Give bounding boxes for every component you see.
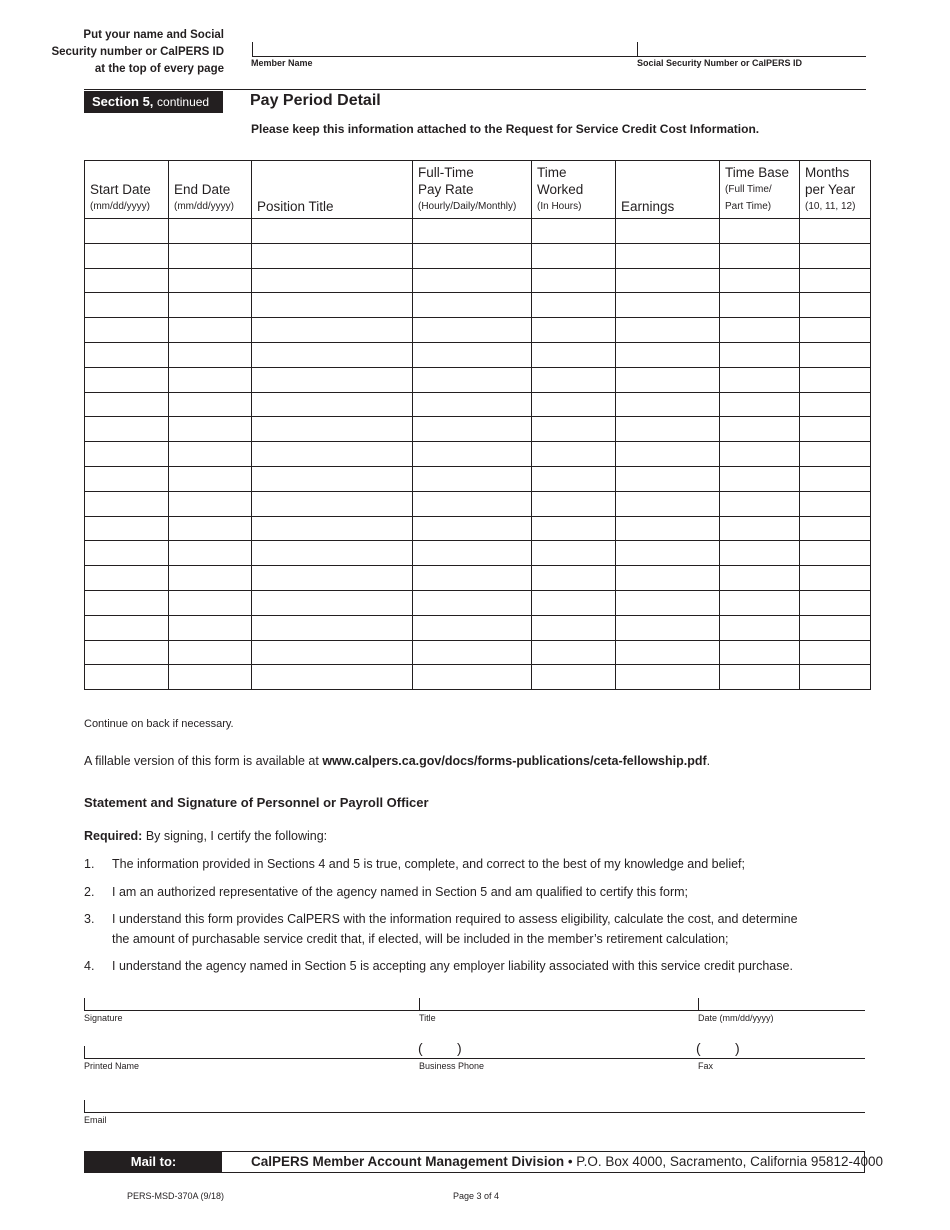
cell-months-per-year[interactable]	[800, 516, 871, 541]
cell-end-date[interactable]	[169, 466, 252, 491]
cell-pay-rate[interactable]	[413, 392, 532, 417]
cell-earnings[interactable]	[616, 541, 720, 566]
cell-position-title[interactable]	[252, 243, 413, 268]
col-start-date	[85, 161, 169, 219]
col-pay-rate-l2: Pay Rate	[418, 182, 474, 197]
mail-to-label: Mail to:	[85, 1152, 222, 1172]
pay-table-body	[85, 219, 871, 690]
col-time-base-sub2: Part Time)	[725, 201, 772, 212]
cell-time-base[interactable]	[720, 342, 800, 367]
cell-time-base[interactable]	[720, 417, 800, 442]
cell-earnings[interactable]	[616, 417, 720, 442]
cell-start-date[interactable]	[85, 491, 169, 516]
col-end-date	[169, 161, 252, 219]
email-tick	[84, 1100, 85, 1113]
cell-position-title[interactable]	[252, 219, 413, 244]
table-row	[85, 615, 871, 640]
table-row	[85, 516, 871, 541]
cell-start-date[interactable]	[85, 665, 169, 690]
cell-earnings[interactable]	[616, 392, 720, 417]
printed-name-caption: Printed Name	[84, 1061, 140, 1071]
cell-position-title[interactable]	[252, 541, 413, 566]
cell-end-date[interactable]	[169, 417, 252, 442]
cell-pay-rate[interactable]	[413, 293, 532, 318]
cell-time-base[interactable]	[720, 665, 800, 690]
col-time-base-sub1: (Full Time/	[725, 184, 772, 195]
col-time-worked-sub: (In Hours)	[537, 201, 582, 212]
signature-tick	[84, 998, 85, 1011]
item-1-number: 1.	[84, 857, 95, 871]
cell-start-date[interactable]	[85, 342, 169, 367]
cell-position-title[interactable]	[252, 293, 413, 318]
cell-months-per-year[interactable]	[800, 590, 871, 615]
mail-org: CalPERS Member Account Management Division	[251, 1154, 565, 1169]
statement-item-1	[84, 854, 745, 874]
cell-time-worked[interactable]	[532, 566, 616, 591]
cell-position-title[interactable]	[252, 342, 413, 367]
cell-time-base[interactable]	[720, 392, 800, 417]
cell-time-worked[interactable]	[532, 417, 616, 442]
cell-time-worked[interactable]	[532, 392, 616, 417]
cell-start-date[interactable]	[85, 442, 169, 467]
cell-time-base[interactable]	[720, 243, 800, 268]
cell-earnings[interactable]	[616, 367, 720, 392]
table-row	[85, 566, 871, 591]
cell-start-date[interactable]	[85, 516, 169, 541]
col-pay-rate-sub: (Hourly/Daily/Monthly)	[418, 201, 517, 212]
statement-item-2	[84, 882, 688, 902]
top-note-line-3: at the top of every page	[94, 63, 224, 75]
cell-earnings[interactable]	[616, 466, 720, 491]
item-3-number: 3.	[84, 912, 95, 926]
cell-end-date[interactable]	[169, 615, 252, 640]
email-field[interactable]	[84, 1100, 865, 1113]
cell-pay-rate[interactable]	[413, 640, 532, 665]
item-1-text: The information provided in Sections 4 and 5 is true, complete, and correct to the best of my knowledge and belief;	[112, 857, 745, 871]
cell-pay-rate[interactable]	[413, 590, 532, 615]
cell-start-date[interactable]	[85, 219, 169, 244]
table-header-row	[85, 161, 871, 219]
item-3-text: I understand this form provides CalPERS with the information required to assess eligibility, calculate the cost, and determine	[112, 912, 798, 926]
fillable-prefix: A fillable version of this form is available at	[84, 754, 323, 768]
cell-position-title[interactable]	[252, 318, 413, 343]
fax-caption: Fax	[698, 1061, 714, 1071]
section-title: Pay Period Detail	[250, 92, 381, 109]
cell-end-date[interactable]	[169, 566, 252, 591]
cell-time-base[interactable]	[720, 442, 800, 467]
required-line	[84, 829, 327, 843]
cell-months-per-year[interactable]	[800, 318, 871, 343]
cell-months-per-year[interactable]	[800, 615, 871, 640]
cell-time-base[interactable]	[720, 293, 800, 318]
cell-earnings[interactable]	[616, 566, 720, 591]
phone-paren-close: )	[457, 1040, 462, 1056]
cell-start-date[interactable]	[85, 367, 169, 392]
cell-time-worked[interactable]	[532, 491, 616, 516]
cell-time-worked[interactable]	[532, 268, 616, 293]
cell-position-title[interactable]	[252, 442, 413, 467]
col-time-worked	[532, 161, 616, 219]
cell-position-title[interactable]	[252, 640, 413, 665]
cell-months-per-year[interactable]	[800, 566, 871, 591]
cell-end-date[interactable]	[169, 516, 252, 541]
fillable-note	[84, 754, 710, 768]
cell-months-per-year[interactable]	[800, 541, 871, 566]
cell-end-date[interactable]	[169, 392, 252, 417]
title-tick	[419, 998, 420, 1011]
cell-months-per-year[interactable]	[800, 293, 871, 318]
mail-address-text: • P.O. Box 4000, Sacramento, California 95812-4000	[564, 1154, 884, 1169]
table-row	[85, 665, 871, 690]
cell-earnings[interactable]	[616, 268, 720, 293]
cell-pay-rate[interactable]	[413, 417, 532, 442]
cell-time-base[interactable]	[720, 367, 800, 392]
cell-time-worked[interactable]	[532, 541, 616, 566]
cell-earnings[interactable]	[616, 590, 720, 615]
title-caption: Title	[419, 1013, 436, 1023]
col-time-worked-l1: Time	[537, 165, 567, 180]
col-months-per-year	[800, 161, 871, 219]
email-caption: Email	[84, 1115, 107, 1125]
cell-end-date[interactable]	[169, 442, 252, 467]
cell-earnings[interactable]	[616, 665, 720, 690]
cell-time-base[interactable]	[720, 516, 800, 541]
signature-caption: Signature	[84, 1013, 123, 1023]
fax-paren-close: )	[735, 1040, 740, 1056]
cell-earnings[interactable]	[616, 318, 720, 343]
cell-start-date[interactable]	[85, 466, 169, 491]
cell-position-title[interactable]	[252, 491, 413, 516]
member-name-caption: Member Name	[251, 58, 313, 68]
cell-pay-rate[interactable]	[413, 219, 532, 244]
signature-field[interactable]	[84, 998, 865, 1011]
top-note-line-2: Security number or CalPERS ID	[51, 46, 224, 58]
cell-months-per-year[interactable]	[800, 466, 871, 491]
col-time-base-l1: Time Base	[725, 165, 790, 180]
table-row	[85, 318, 871, 343]
top-note-line-1: Put your name and Social	[83, 29, 224, 41]
cell-time-base[interactable]	[720, 640, 800, 665]
cell-time-base[interactable]	[720, 466, 800, 491]
page-number: Page 3 of 4	[453, 1191, 500, 1201]
cell-end-date[interactable]	[169, 590, 252, 615]
statement-item-4	[84, 956, 793, 976]
cell-months-per-year[interactable]	[800, 442, 871, 467]
cell-position-title[interactable]	[252, 466, 413, 491]
cell-time-worked[interactable]	[532, 367, 616, 392]
fillable-suffix: .	[706, 754, 711, 768]
cell-earnings[interactable]	[616, 442, 720, 467]
table-row	[85, 640, 871, 665]
cell-time-worked[interactable]	[532, 293, 616, 318]
cell-months-per-year[interactable]	[800, 342, 871, 367]
cell-months-per-year[interactable]	[800, 491, 871, 516]
item-2-number: 2.	[84, 885, 95, 899]
item-4-text: I understand the agency named in Section 5 is accepting any employer liability associated with this service credit purchase.	[112, 959, 793, 973]
cell-pay-rate[interactable]	[413, 442, 532, 467]
date-tick	[698, 998, 699, 1011]
cell-position-title[interactable]	[252, 367, 413, 392]
date-caption: Date (mm/dd/yyyy)	[698, 1013, 774, 1023]
statement-heading: Statement and Signature of Personnel or Payroll Officer	[84, 795, 429, 810]
cell-time-worked[interactable]	[532, 442, 616, 467]
col-position-title	[252, 161, 413, 219]
cell-position-title[interactable]	[252, 516, 413, 541]
ssn-tick	[637, 42, 638, 57]
cell-time-worked[interactable]	[532, 318, 616, 343]
required-text: By signing, I certify the following:	[142, 829, 328, 843]
cell-earnings[interactable]	[616, 491, 720, 516]
cell-start-date[interactable]	[85, 640, 169, 665]
table-row	[85, 342, 871, 367]
cell-position-title[interactable]	[252, 268, 413, 293]
cell-pay-rate[interactable]	[413, 541, 532, 566]
cell-position-title[interactable]	[252, 392, 413, 417]
cell-pay-rate[interactable]	[413, 243, 532, 268]
table-row	[85, 392, 871, 417]
member-name-tick	[252, 42, 253, 57]
cell-end-date[interactable]	[169, 219, 252, 244]
cell-position-title[interactable]	[252, 566, 413, 591]
item-3-text-cont: the amount of purchasable service credit that, if elected, will be included in the member’s retirement calculation;	[112, 932, 729, 946]
cell-start-date[interactable]	[85, 590, 169, 615]
cell-end-date[interactable]	[169, 243, 252, 268]
printed-name-field[interactable]	[84, 1046, 865, 1059]
col-time-base	[720, 161, 800, 219]
cell-time-base[interactable]	[720, 318, 800, 343]
col-earnings-label: Earnings	[621, 199, 675, 214]
business-phone-caption: Business Phone	[419, 1061, 485, 1071]
table-row	[85, 466, 871, 491]
cell-time-worked[interactable]	[532, 466, 616, 491]
cell-pay-rate[interactable]	[413, 516, 532, 541]
cell-time-base[interactable]	[720, 566, 800, 591]
cell-start-date[interactable]	[85, 318, 169, 343]
section-number: Section 5,	[92, 94, 154, 109]
col-start-date-label: Start Date	[90, 182, 151, 197]
cell-pay-rate[interactable]	[413, 268, 532, 293]
col-earnings	[616, 161, 720, 219]
col-months-l2: per Year	[805, 182, 856, 197]
fax-paren-open: (	[696, 1040, 701, 1056]
phone-paren-open: (	[418, 1040, 423, 1056]
item-4-number: 4.	[84, 959, 95, 973]
top-instructions	[40, 27, 224, 78]
table-row	[85, 243, 871, 268]
cell-months-per-year[interactable]	[800, 640, 871, 665]
cell-position-title[interactable]	[252, 590, 413, 615]
cell-pay-rate[interactable]	[413, 466, 532, 491]
cell-time-base[interactable]	[720, 541, 800, 566]
table-row	[85, 417, 871, 442]
cell-time-worked[interactable]	[532, 243, 616, 268]
required-label: Required:	[84, 829, 143, 843]
cell-months-per-year[interactable]	[800, 268, 871, 293]
table-row	[85, 590, 871, 615]
cell-time-base[interactable]	[720, 590, 800, 615]
col-time-worked-l2: Worked	[537, 182, 584, 197]
pay-period-table	[84, 160, 871, 690]
table-row	[85, 442, 871, 467]
cell-months-per-year[interactable]	[800, 417, 871, 442]
cell-end-date[interactable]	[169, 342, 252, 367]
cell-start-date[interactable]	[85, 243, 169, 268]
cell-end-date[interactable]	[169, 318, 252, 343]
form-id: PERS-MSD-370A (9/18)	[127, 1191, 225, 1201]
table-row	[85, 293, 871, 318]
cell-start-date[interactable]	[85, 392, 169, 417]
cell-pay-rate[interactable]	[413, 566, 532, 591]
cell-start-date[interactable]	[85, 268, 169, 293]
statement-item-3	[84, 909, 798, 949]
cell-pay-rate[interactable]	[413, 318, 532, 343]
cell-time-base[interactable]	[720, 219, 800, 244]
cell-time-base[interactable]	[720, 615, 800, 640]
col-pay-rate	[413, 161, 532, 219]
cell-earnings[interactable]	[616, 219, 720, 244]
col-start-date-sub: (mm/dd/yyyy)	[90, 201, 150, 212]
printed-name-tick	[84, 1046, 85, 1059]
cell-end-date[interactable]	[169, 491, 252, 516]
col-months-sub: (10, 11, 12)	[805, 201, 856, 212]
cell-position-title[interactable]	[252, 665, 413, 690]
cell-earnings[interactable]	[616, 615, 720, 640]
ssn-caption: Social Security Number or CalPERS ID	[637, 58, 803, 68]
cell-time-worked[interactable]	[532, 665, 616, 690]
cell-earnings[interactable]	[616, 342, 720, 367]
section-continued: continued	[157, 95, 210, 109]
cell-time-worked[interactable]	[532, 590, 616, 615]
table-row	[85, 268, 871, 293]
table-row	[85, 219, 871, 244]
cell-time-worked[interactable]	[532, 615, 616, 640]
cell-start-date[interactable]	[85, 541, 169, 566]
header-divider	[84, 89, 866, 90]
section-subtitle: Please keep this information attached to the Request for Service Credit Cost Information.	[251, 122, 760, 136]
cell-end-date[interactable]	[169, 293, 252, 318]
cell-pay-rate[interactable]	[413, 615, 532, 640]
cell-position-title[interactable]	[252, 615, 413, 640]
cell-time-base[interactable]	[720, 268, 800, 293]
cell-time-worked[interactable]	[532, 219, 616, 244]
cell-months-per-year[interactable]	[800, 243, 871, 268]
cell-months-per-year[interactable]	[800, 219, 871, 244]
cell-time-worked[interactable]	[532, 516, 616, 541]
mail-address	[251, 1152, 883, 1172]
table-row	[85, 491, 871, 516]
cell-earnings[interactable]	[616, 640, 720, 665]
cell-position-title[interactable]	[252, 417, 413, 442]
cell-end-date[interactable]	[169, 268, 252, 293]
cell-start-date[interactable]	[85, 293, 169, 318]
section-label	[84, 91, 223, 113]
cell-start-date[interactable]	[85, 566, 169, 591]
continue-note: Continue on back if necessary.	[84, 718, 234, 730]
col-months-l1: Months	[805, 165, 850, 180]
col-pay-rate-l1: Full-Time	[418, 165, 474, 180]
cell-time-worked[interactable]	[532, 342, 616, 367]
cell-end-date[interactable]	[169, 367, 252, 392]
item-2-text: I am an authorized representative of the agency named in Section 5 and am qualified to certify this form;	[112, 885, 689, 899]
col-end-date-label: End Date	[174, 182, 231, 197]
cell-earnings[interactable]	[616, 516, 720, 541]
cell-end-date[interactable]	[169, 640, 252, 665]
member-name-field[interactable]	[252, 44, 866, 57]
cell-start-date[interactable]	[85, 615, 169, 640]
cell-earnings[interactable]	[616, 243, 720, 268]
table-row	[85, 367, 871, 392]
cell-pay-rate[interactable]	[413, 665, 532, 690]
table-row	[85, 541, 871, 566]
cell-earnings[interactable]	[616, 293, 720, 318]
col-end-date-sub: (mm/dd/yyyy)	[174, 201, 234, 212]
col-position-title-label: Position Title	[257, 199, 334, 214]
cell-time-worked[interactable]	[532, 640, 616, 665]
cell-months-per-year[interactable]	[800, 367, 871, 392]
cell-months-per-year[interactable]	[800, 392, 871, 417]
cell-start-date[interactable]	[85, 417, 169, 442]
cell-pay-rate[interactable]	[413, 342, 532, 367]
cell-time-base[interactable]	[720, 491, 800, 516]
cell-end-date[interactable]	[169, 665, 252, 690]
mail-to-box	[84, 1151, 884, 1173]
cell-pay-rate[interactable]	[413, 491, 532, 516]
cell-months-per-year[interactable]	[800, 665, 871, 690]
cell-end-date[interactable]	[169, 541, 252, 566]
fillable-url-link[interactable]: www.calpers.ca.gov/docs/forms-publications/ceta-fellowship.pdf	[322, 754, 707, 768]
cell-pay-rate[interactable]	[413, 367, 532, 392]
